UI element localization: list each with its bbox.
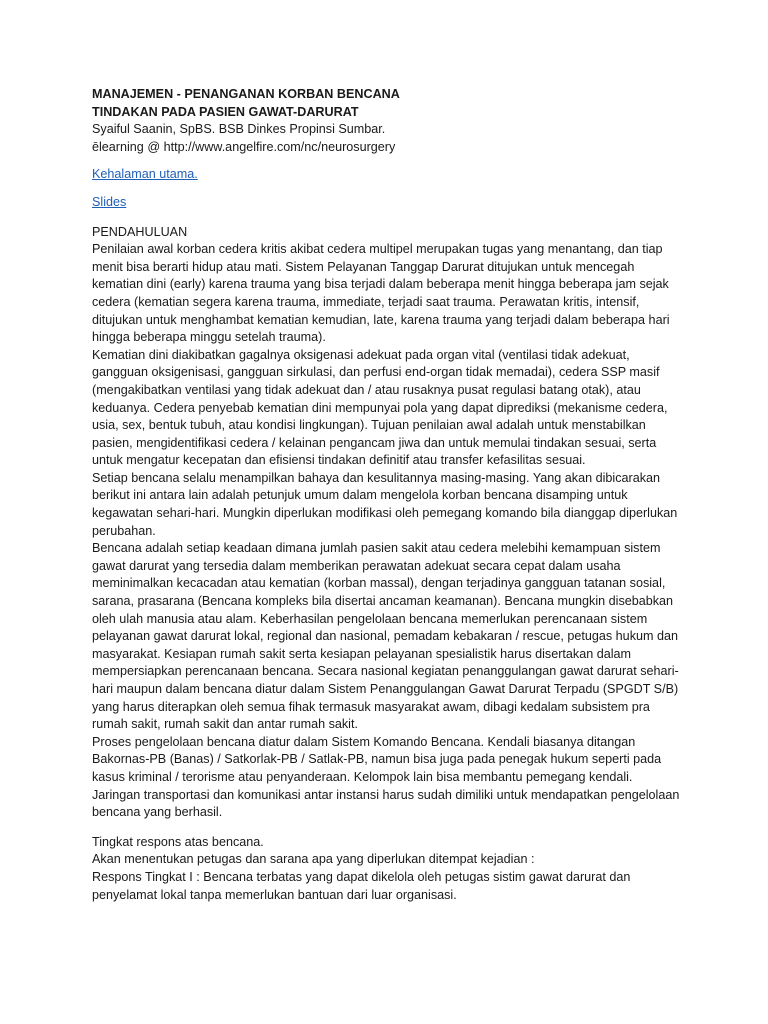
author-line: Syaiful Saanin, SpBS. BSB Dinkes Propinsi Sumbar.	[92, 122, 386, 137]
home-link-paragraph	[92, 166, 684, 184]
intro-paragraph: Bencana adalah setiap keadaan dimana jumlah pasien sakit atau cedera melebihi kemampuan sistem gawat darurat yang tersedia dalam memberikan perawatan adekuat secara cepat dalam usaha meminimalkan kecacadan atau kematian (korban massal), dengan terjadinya gangguan tatanan sosial, sarana, prasarana (Bencana kompleks bila disertai ancaman keamanan). Bencana mungkin disebabkan oleh ulah manusia atau alam. Keberhasilan pengelolaan bencana memerlukan perencanaan sistem pelayanan gawat darurat lokal, regional dan nasional, pemadam kebakaran / rescue, petugas hukum dan masyarakat. Kesiapan rumah sakit serta kesiapan pelayanan spesialistik harus disertakan dalam mempersiapkan perencanaan bencana. Secara nasional kegiatan penanggulangan gawat darurat sehari-hari maupun dalam bencana diatur dalam Sistem Penanggulangan Gawat Darurat Terpadu (SPGDT S/B) yang harus diterapkan oleh semua fihak termasuk masyarakat awam, dibagi kedalam subsistem pra rumah sakit, rumah sakit dan antar rumah sakit.	[92, 541, 679, 732]
document-subtitle: TINDAKAN PADA PASIEN GAWAT-DARURAT	[92, 104, 359, 119]
document-header	[92, 86, 684, 156]
intro-paragraph: Proses pengelolaan bencana diatur dalam Sistem Komando Bencana. Kendali biasanya ditangan Bakornas-PB (Banas) / Satkorlak-PB / Satlak-PB, namun bisa juga pada penegak hukum seperti pada kasus kriminal / terorisme atau penyanderaan. Kelompok lain bisa membantu pemegang kendali. Jaringan transportasi dan komunikasi antar instansi harus sudah dimiliki untuk mendapatkan pengelolaan bencana yang berhasil.	[92, 734, 680, 820]
home-link[interactable]: Kehalaman utama.	[92, 167, 198, 182]
intro-paragraph: Kematian dini diakibatkan gagalnya oksigenasi adekuat pada organ vital (ventilasi tidak adekuat, gangguan oksigenisasi, gangguan sirkulasi, dan perfusi end-organ tidak memadai), cedera SSP masif (mengakibatkan ventilasi yang tidak adekuat dan / atau rusaknya pusat regulasi batang otak), atau keduanya. Cedera penyebab kematian dini mempunyai pola yang dapat diprediksi (mekanisme cedera, usia, sex, bentuk tubuh, atau kondisi lingkungan). Tujuan penilaian awal adalah untuk menstabilkan pasien, mengidentifikasi cedera / kelainan pengancam jiwa dan untuk memulai tindakan sesuai, serta untuk mengatur kecepatan dan efisiensi tindakan definitif atau transfer kefasilitas sesuai.	[92, 347, 668, 468]
intro-paragraph: Setiap bencana selalu menampilkan bahaya dan kesulitannya masing-masing. Yang akan dibicarakan berikut ini antara lain adalah petunjuk umum dalam mengelola korban bencana disamping untuk kegawatan sehari-hari. Mungkin diperlukan modifikasi oleh pemegang komando bila dianggap diperlukan perubahan.	[92, 470, 678, 538]
section-title-response: Tingkat respons atas bencana.	[92, 834, 264, 849]
document-page	[92, 86, 684, 904]
response-line: Respons Tingkat I : Bencana terbatas yang dapat dikelola oleh petugas sistim gawat darurat dan penyelamat lokal tanpa memerlukan bantuan dari luar organisasi.	[92, 869, 631, 902]
response-line: Akan menentukan petugas dan sarana apa yang diperlukan ditempat kejadian :	[92, 852, 535, 867]
intro-paragraph: Penilaian awal korban cedera kritis akibat cedera multipel merupakan tugas yang menantang, dan tiap menit bisa berarti hidup atau mati. Sistem Pelayanan Tanggap Darurat ditujukan untuk mencegah kematian dini (early) karena trauma yang bisa terjadi dalam beberapa menit hingga beberapa jam sejak cedera (kematian segera karena trauma, immediate, terjadi saat trauma. Perawatan kritis, intensif, ditujukan untuk menghambat kematian kemudian, late, karena trauma yang terjadi dalam beberapa hari hingga beberapa minggu setelah trauma).	[92, 242, 670, 345]
section-title-intro: PENDAHULUAN	[92, 224, 188, 239]
elearning-line: ēlearning @ http://www.angelfire.com/nc/neurosurgery	[92, 139, 396, 154]
slides-link-paragraph	[92, 194, 684, 212]
slides-link[interactable]: Slides	[92, 194, 127, 209]
document-title: MANAJEMEN - PENANGANAN KORBAN BENCANA	[92, 87, 400, 101]
